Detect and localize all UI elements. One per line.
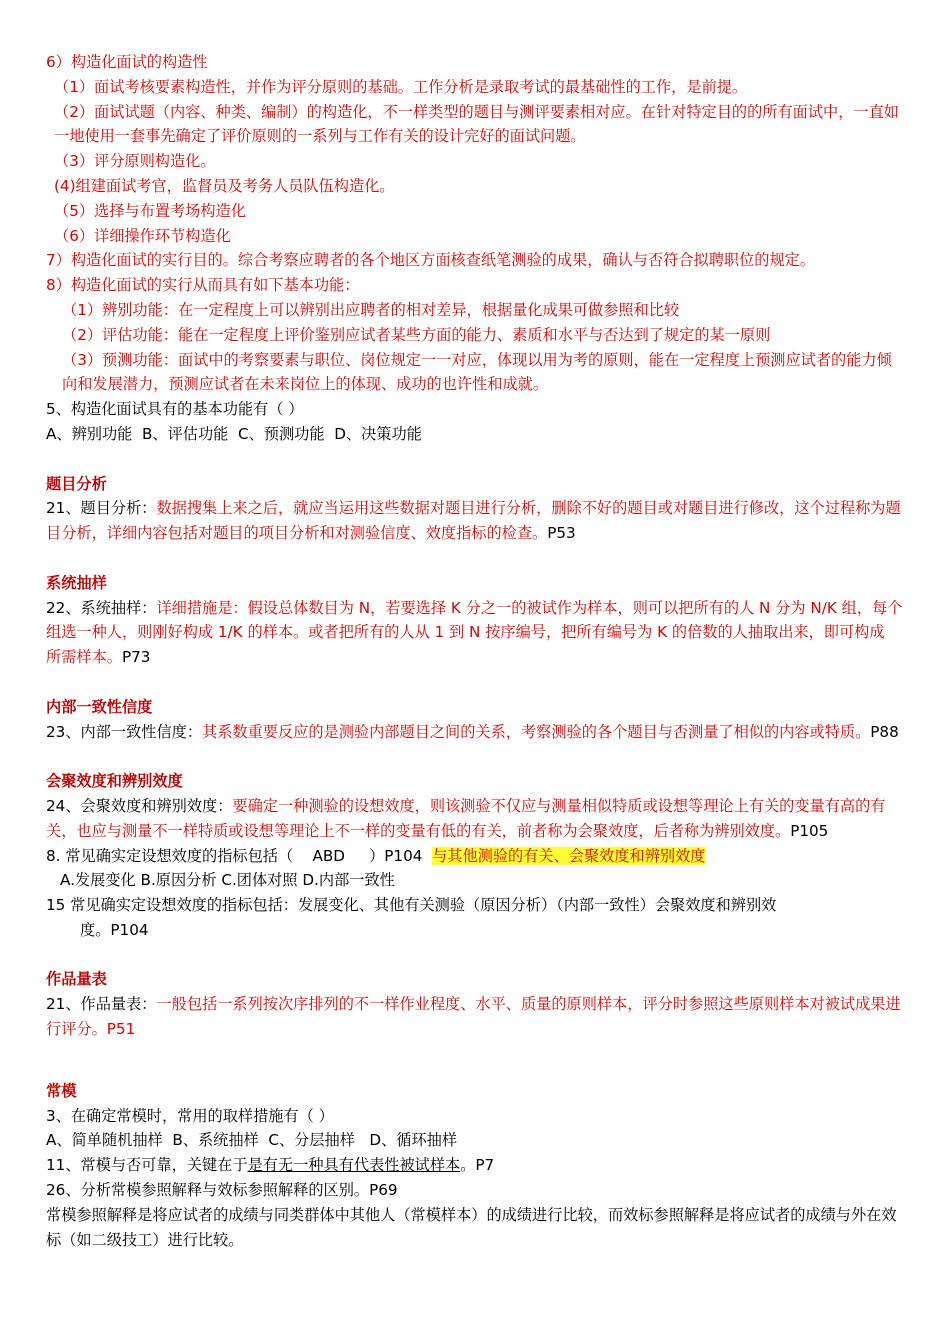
term-label: 24、会聚效度和辨别效度：: [46, 796, 233, 815]
heading-norm: 常模: [46, 1081, 77, 1100]
list-item: （5）选择与布置考场构造化: [54, 201, 246, 220]
systematic-sampling-definition: [46, 596, 904, 670]
question-11-text: 11、常模与否可靠，关键在于: [46, 1156, 248, 1175]
term-label: 23、内部一致性信度：: [46, 722, 203, 741]
definition-body: 其系数重要反应的是测验内部题目之间的关系，考察测验的各个题目与否测量了相似的内容或特质。: [202, 722, 871, 741]
page-ref: P51: [106, 1020, 136, 1039]
question-3-options: A、简单随机抽样 B、系统抽样 C、分层抽样 D、循环抽样: [46, 1131, 458, 1150]
term-label: 21、题目分析：: [46, 499, 157, 518]
list-item: （3）预测功能：面试中的考察要素与职位、岗位规定一一对应，体现以用为考的原则，能在一定程度上预测应试者的能力倾向和发展潜力，预测应试者在未来岗位上的体现、成功的也许性和成就。: [62, 350, 892, 394]
validity-definition: [46, 794, 904, 844]
list-item: （3）评分原则构造化。: [54, 152, 216, 171]
page-ref: 。P7: [460, 1156, 495, 1175]
question-5-options: A、辨别功能 B、评估功能 C、预测功能 D、决策功能: [46, 424, 422, 443]
question-11: [46, 1153, 904, 1178]
question-3: 3、在确定常模时，常用的取样措施有（ ）: [46, 1106, 334, 1125]
question-15-line-2: 度。P104: [80, 920, 149, 939]
question-26: 26、分析常模参照解释与效标参照解释的区别。P69: [46, 1181, 398, 1200]
list-item: （1）辨别功能：在一定程度上可以辨别出应聘者的相对差异，根据量化成果可做参照和比较: [62, 300, 680, 319]
definition-body: 详细措施是：假设总体数目为 N，若要选择 K 分之一的被试作为样本，则可以把所有的人 N 分为 N/K 组，每个组选一种人，则刚好构成 1/K 的样本。或者把所有的人从 1 到 N 按序编号，把所有编号为 K 的倍数的人抽取出来，即可构成 所需样本。: [46, 598, 903, 667]
heading-work-sample: 作品量表: [46, 970, 107, 989]
definition-body: 数据搜集上来之后，就应当运用这些数据对题目进行分析，删除不好的题目或对题目进行修改，这个过程称为题目分析，详细内容包括对题目的项目分析和对测验信度、效度指标的检查。: [46, 499, 901, 543]
section-title-structured: 6）构造化面试的构造性: [46, 53, 208, 71]
definition-body: 要确定一种测验的设想效度，则该测验不仅应与测量相似特质或设想等理论上有关的变量有高的有关，也应与测量不一样特质或设想等理论上不一样的变量有低的有关，前者称为会聚效度，后者称为辨别效度。: [46, 796, 886, 840]
term-label: 21、作品量表：: [46, 995, 157, 1014]
page-ref: P73: [121, 648, 151, 667]
work-sample-definition: [46, 992, 904, 1042]
list-item: （6）详细操作环节构造化: [54, 226, 231, 245]
list-item: （2）面试试题（内容、种类、编制）的构造化，不一样类型的题目与测评要素相对应。在针对特定目的的所有面试中，一直如一地使用一套事先确定了评价原则的一系列与工作有关的设计完好的面试问题。: [54, 102, 899, 146]
page-ref: P88: [870, 722, 899, 741]
list-item: (4)组建面试考官，监督员及考务人员队伍构造化。: [54, 176, 395, 195]
heading-systematic-sampling: 系统抽样: [46, 573, 107, 592]
question-8: [46, 844, 904, 869]
list-item: （2）评估功能：能在一定程度上评价鉴别应试者某些方面的能力、素质和水平与否达到了规定的某一原则: [62, 325, 771, 344]
question-8-options: A.发展变化 B.原因分析 C.团体对照 D.内部一致性: [60, 871, 395, 890]
heading-internal-consistency: 内部一致性信度: [46, 697, 153, 716]
question-8-text: 8. 常见确实定设想效度的指标包括（ ABD ）P104: [46, 846, 433, 865]
heading-item-analysis: 题目分析: [46, 474, 107, 493]
question-5: 5、构造化面试具有的基本功能有（ ）: [46, 400, 304, 419]
list-item: （1）面试考核要素构造性，并作为评分原则的基础。工作分析是录取考试的最基础性的工作，是前提。: [54, 77, 748, 96]
purpose-text: 7）构造化面试的实行目的。综合考察应聘者的各个地区方面核查纸笔测验的成果，确认与否符合拟聘职位的规定。: [46, 251, 816, 270]
question-26-answer: 常模参照解释是将应试者的成绩与同类群体中其他人（常模样本）的成绩进行比较，而效标参照解释是将应试者的成绩与外在效标（如二级技工）进行比较。: [46, 1205, 897, 1249]
internal-consistency-definition: [46, 720, 904, 745]
underlined-answer: 是有无一种具有代表性被试样本: [247, 1156, 461, 1175]
term-label: 22、系统抽样：: [46, 598, 157, 617]
highlighted-answer: 与其他测验的有关、会聚效度和辨别效度: [432, 846, 706, 865]
page-ref: P53: [547, 524, 576, 543]
heading-validity: 会聚效度和辨别效度: [46, 772, 183, 791]
question-15-line-1: 15 常见确实定设想效度的指标包括：发展变化、其他有关测验（原因分析）（内部一致性）会聚效度和辨别效: [46, 896, 777, 915]
definition-body: 一般包括一系列按次序排列的不一样作业程度、水平、质量的原则样本，评分时参照这些原则样本对被试成果进行评分。: [46, 995, 901, 1039]
functions-title: 8）构造化面试的实行从而具有如下基本功能：: [46, 276, 360, 295]
page-ref: P105: [790, 821, 829, 840]
item-analysis-definition: [46, 496, 904, 546]
